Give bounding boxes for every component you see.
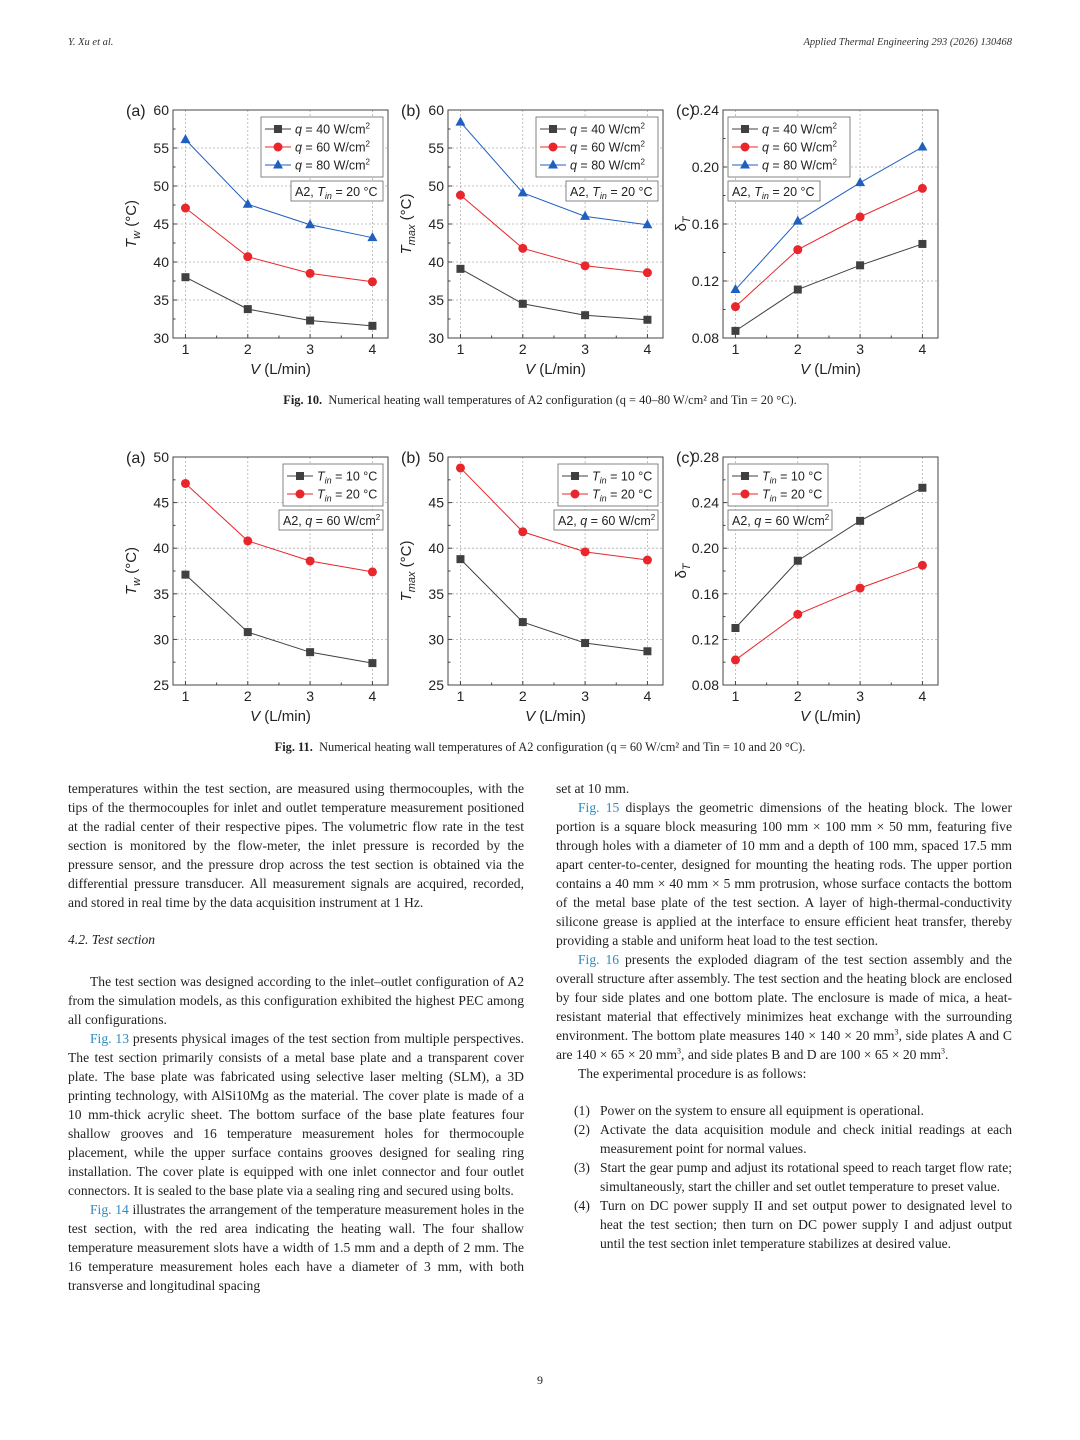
square-marker-icon xyxy=(274,125,282,133)
square-marker-icon xyxy=(741,125,749,133)
y-tick-label: 30 xyxy=(428,631,444,648)
svg-text:Tin = 10 °C: $T_{in} = 10$ °C xyxy=(317,469,378,486)
figure-11-caption xyxy=(0,740,1080,755)
line-chart-tw xyxy=(118,98,400,383)
caption-text: Numerical heating wall temperatures of A2 configuration (q = 40–80 W/cm² and Tin = 20 °C). xyxy=(328,393,797,407)
svg-text:q = 40 W/cm2: q = 40 $W/cm^2$ xyxy=(762,121,837,137)
svg-text:Tin = 20 °C: $T_{in} = 20$ °C xyxy=(592,487,653,504)
x-tick-label: 2 xyxy=(793,341,802,357)
y-tick-label: 45 xyxy=(153,216,169,232)
list-number: (4) xyxy=(574,1198,590,1213)
circle-marker-icon xyxy=(793,610,802,619)
list-text: Activate the data acquisition module and check initial readings at each measurement point for normal values. xyxy=(600,1122,1012,1156)
circle-marker-icon xyxy=(549,143,558,152)
x-tick-label: 3 xyxy=(581,688,589,704)
y-axis-label: $T_w$ (°C) xyxy=(123,199,143,249)
panel-label: (a) xyxy=(126,103,146,120)
line-chart-delta-t xyxy=(668,98,950,383)
caption-label: Fig. 11. xyxy=(274,740,313,754)
chart-fig10b xyxy=(393,98,675,383)
y-tick-label: 40 xyxy=(428,540,444,557)
data-series xyxy=(456,555,651,655)
panel-label: (b) xyxy=(401,450,421,467)
y-tick-label: 0.24 xyxy=(691,494,719,511)
triangle-marker-icon xyxy=(855,177,865,186)
x-tick-label: 2 xyxy=(518,688,527,704)
square-marker-icon xyxy=(244,628,252,636)
square-marker-icon xyxy=(643,316,651,324)
svg-text:q = 80 W/cm2: q = 80 $W/cm^2$ xyxy=(295,157,370,173)
figure-link[interactable]: Fig. 14 xyxy=(90,1202,129,1217)
y-tick-label: 35 xyxy=(428,585,444,602)
paragraph xyxy=(556,950,1012,1064)
square-marker-icon xyxy=(856,517,864,525)
y-tick-label: 35 xyxy=(428,292,444,308)
data-series xyxy=(456,265,651,324)
square-marker-icon xyxy=(741,472,749,480)
y-tick-label: 35 xyxy=(153,292,169,308)
chart-legend xyxy=(558,464,658,506)
y-tick-label: 45 xyxy=(153,494,169,511)
data-series xyxy=(181,273,376,330)
paragraph-text: displays the geometric dimensions of the heating block. The lower portion is a square block measuring 100 mm × 100 mm × 50 mm, featuring five through holes with a diameter of 10 mm and a depth of 100 mm, spaced 17.5 mm apart center-to-center, designed for mounting the heating rods. The upper portion contains a 40 mm × 40 mm × 5 mm protrusion, whose surface contacts the bottom of the metal base plate of the test section. A layer of high-thermal-conductivity silicone grease is applied at the interface to ensure efficient heat transfer, thereby providing a stable and uniform heat load to the test section. xyxy=(556,800,1012,948)
y-tick-label: 40 xyxy=(153,540,169,557)
y-axis-label: $\delta_T$ xyxy=(673,216,693,232)
y-tick-label: 50 xyxy=(428,449,444,465)
circle-marker-icon xyxy=(456,191,465,200)
procedure-list xyxy=(556,1101,1012,1253)
paragraph-text: . xyxy=(945,1047,949,1062)
running-head-left: Y. Xu et al. xyxy=(68,37,114,48)
svg-text:A2, Tin = 20 °C: A2, $T_{in} = 20$ °C xyxy=(732,185,815,201)
superscript: 3 xyxy=(677,1046,682,1056)
svg-text:q = 40 W/cm2: q = 40 $W/cm^2$ xyxy=(570,121,645,137)
square-marker-icon xyxy=(519,300,527,308)
x-axis-label: V (L/min) xyxy=(525,708,586,725)
square-marker-icon xyxy=(519,618,527,626)
svg-text:Tin = 20 °C: $T_{in} = 20$ °C xyxy=(762,487,823,504)
circle-marker-icon xyxy=(518,527,527,536)
triangle-marker-icon xyxy=(917,142,927,151)
square-marker-icon xyxy=(549,125,557,133)
list-number: (1) xyxy=(574,1103,590,1118)
y-tick-label: 40 xyxy=(153,254,169,270)
x-tick-label: 2 xyxy=(518,341,527,357)
circle-marker-icon xyxy=(243,536,252,545)
y-tick-label: 0.28 xyxy=(691,449,719,465)
svg-text:A2, q = 60 W/cm2: A2, q = 60 $W/cm^2$ xyxy=(283,513,381,528)
svg-text:A2, q = 60 W/cm2: A2, q = 60 $W/cm^2$ xyxy=(558,513,656,528)
y-tick-label: 55 xyxy=(153,140,169,156)
triangle-marker-icon xyxy=(793,216,803,225)
y-tick-label: 45 xyxy=(428,494,444,511)
x-tick-label: 3 xyxy=(306,688,314,704)
y-axis-label: $\delta_T$ xyxy=(673,563,693,579)
circle-marker-icon xyxy=(731,655,740,664)
square-marker-icon xyxy=(181,571,189,579)
x-tick-label: 3 xyxy=(306,341,314,357)
list-item xyxy=(556,1101,1012,1120)
y-tick-label: 0.20 xyxy=(691,159,719,175)
square-marker-icon xyxy=(306,317,314,325)
circle-marker-icon xyxy=(643,268,652,277)
condition-annotation xyxy=(279,510,383,530)
square-marker-icon xyxy=(731,327,739,335)
y-tick-label: 30 xyxy=(153,330,169,346)
y-tick-label: 25 xyxy=(153,677,169,693)
square-marker-icon xyxy=(181,273,189,281)
circle-marker-icon xyxy=(181,479,190,488)
y-tick-label: 40 xyxy=(428,254,444,270)
circle-marker-icon xyxy=(793,245,802,254)
square-marker-icon xyxy=(456,265,464,273)
y-tick-label: 30 xyxy=(428,330,444,346)
condition-annotation xyxy=(728,181,820,201)
svg-text:q = 60 W/cm2: q = 60 $W/cm^2$ xyxy=(570,139,645,155)
y-tick-label: 25 xyxy=(428,677,444,693)
svg-text:q = 60 W/cm2: q = 60 $W/cm^2$ xyxy=(295,139,370,155)
x-axis-label: V (L/min) xyxy=(800,361,861,378)
circle-marker-icon xyxy=(741,143,750,152)
svg-text:Tin = 10 °C: $T_{in} = 10$ °C xyxy=(762,469,823,486)
list-number: (3) xyxy=(574,1160,590,1175)
paragraph: set at 10 mm. xyxy=(556,781,630,796)
data-series xyxy=(731,240,926,335)
x-tick-label: 2 xyxy=(243,341,252,357)
y-axis-label: $T_{max}$ (°C) xyxy=(398,193,418,255)
triangle-marker-icon xyxy=(642,219,652,228)
svg-text:q = 80 W/cm2: q = 80 $W/cm^2$ xyxy=(762,157,837,173)
paragraph-text: , and side plates B and D are 100 × 65 × 20 mm xyxy=(681,1047,942,1062)
square-marker-icon xyxy=(244,305,252,313)
circle-marker-icon xyxy=(274,143,283,152)
x-tick-label: 3 xyxy=(856,688,864,704)
paragraph xyxy=(68,1029,524,1200)
square-marker-icon xyxy=(731,624,739,632)
x-tick-label: 1 xyxy=(731,341,740,357)
condition-annotation xyxy=(291,181,383,201)
x-tick-label: 4 xyxy=(368,688,377,704)
panel-label: (a) xyxy=(126,450,146,467)
data-series xyxy=(731,184,927,311)
y-tick-label: 0.16 xyxy=(691,585,719,602)
circle-marker-icon xyxy=(643,556,652,565)
line-chart-tw xyxy=(118,445,400,730)
circle-marker-icon xyxy=(918,184,927,193)
page-number: 9 xyxy=(537,1373,543,1387)
square-marker-icon xyxy=(368,322,376,330)
running-head-right: Applied Thermal Engineering 293 (2026) 130468 xyxy=(803,37,1012,48)
x-tick-label: 4 xyxy=(643,341,652,357)
svg-text:Tin = 10 °C: $T_{in} = 10$ °C xyxy=(592,469,653,486)
condition-annotation xyxy=(728,510,832,530)
chart-legend xyxy=(728,117,850,177)
list-number: (2) xyxy=(574,1122,590,1137)
chart-fig11a xyxy=(118,445,400,730)
list-item xyxy=(556,1120,1012,1158)
square-marker-icon xyxy=(918,484,926,492)
list-item xyxy=(556,1196,1012,1253)
caption-text: Numerical heating wall temperatures of A2 configuration (q = 60 W/cm² and Tin = 10 and 20 °C). xyxy=(319,740,806,754)
square-marker-icon xyxy=(456,555,464,563)
y-axis-label: $T_w$ (°C) xyxy=(123,546,143,596)
svg-text:A2, Tin = 20 °C: A2, $T_{in} = 20$ °C xyxy=(295,185,378,201)
svg-text:A2, Tin = 20 °C: A2, $T_{in} = 20$ °C xyxy=(570,185,653,201)
circle-marker-icon xyxy=(456,463,465,472)
x-tick-label: 4 xyxy=(918,688,927,704)
circle-marker-icon xyxy=(243,252,252,261)
circle-marker-icon xyxy=(518,244,527,253)
chart-legend xyxy=(536,117,658,177)
chart-fig11c xyxy=(668,445,950,730)
svg-text:q = 60 W/cm2: q = 60 $W/cm^2$ xyxy=(762,139,837,155)
square-marker-icon xyxy=(918,240,926,248)
square-marker-icon xyxy=(794,286,802,294)
circle-marker-icon xyxy=(856,212,865,221)
square-marker-icon xyxy=(643,647,651,655)
square-marker-icon xyxy=(856,261,864,269)
figure-10-caption xyxy=(0,393,1080,408)
x-axis-label: V (L/min) xyxy=(250,361,311,378)
circle-marker-icon xyxy=(368,567,377,576)
circle-marker-icon xyxy=(306,556,315,565)
square-marker-icon xyxy=(794,557,802,565)
x-tick-label: 3 xyxy=(581,341,589,357)
y-tick-label: 60 xyxy=(428,102,444,118)
y-tick-label: 55 xyxy=(428,140,444,156)
y-axis-label: $T_{max}$ (°C) xyxy=(398,540,418,602)
y-tick-label: 60 xyxy=(153,102,169,118)
condition-annotation xyxy=(566,181,658,201)
data-series xyxy=(181,571,376,667)
list-text: Power on the system to ensure all equipment is operational. xyxy=(600,1103,924,1118)
paragraph-text: , side plates A and C are 140 × 65 × 20 mm xyxy=(556,1028,1012,1062)
line-chart-tmax xyxy=(393,445,675,730)
circle-marker-icon xyxy=(581,547,590,556)
x-tick-label: 1 xyxy=(731,688,740,704)
circle-marker-icon xyxy=(296,490,305,499)
x-axis-label: V (L/min) xyxy=(800,708,861,725)
circle-marker-icon xyxy=(581,261,590,270)
circle-marker-icon xyxy=(368,277,377,286)
y-tick-label: 0.12 xyxy=(691,631,719,648)
caption-label: Fig. 10. xyxy=(283,393,323,407)
circle-marker-icon xyxy=(571,490,580,499)
panel-label: (b) xyxy=(401,103,421,120)
list-item xyxy=(556,1158,1012,1196)
x-tick-label: 1 xyxy=(456,688,465,704)
chart-legend xyxy=(283,464,383,506)
svg-text:q = 80 W/cm2: q = 80 $W/cm^2$ xyxy=(570,157,645,173)
y-tick-label: 35 xyxy=(153,585,169,602)
y-tick-label: 30 xyxy=(153,631,169,648)
y-tick-label: 0.16 xyxy=(691,216,719,232)
chart-legend xyxy=(728,464,828,506)
triangle-marker-icon xyxy=(455,117,465,126)
square-marker-icon xyxy=(571,472,579,480)
svg-text:A2, q = 60 W/cm2: A2, q = 60 $W/cm^2$ xyxy=(732,513,830,528)
x-tick-label: 4 xyxy=(643,688,652,704)
condition-annotation xyxy=(554,510,658,530)
chart-legend xyxy=(261,117,383,177)
x-tick-label: 2 xyxy=(793,688,802,704)
superscript: 3 xyxy=(894,1027,899,1037)
x-tick-label: 3 xyxy=(856,341,864,357)
panel-label: (c) xyxy=(676,450,695,467)
y-tick-label: 50 xyxy=(428,178,444,194)
data-series xyxy=(181,204,377,287)
square-marker-icon xyxy=(368,659,376,667)
square-marker-icon xyxy=(306,648,314,656)
y-tick-label: 0.08 xyxy=(691,330,719,346)
paragraph-text: presents physical images of the test section from multiple perspectives. The test section primarily consists of a metal base plate and a transparent cover plate. The base plate was fabricated using selective laser melting (SLM), a 3D printing technology, with AlSi10Mg as the material. The cover plate is made of a 10 mm-thick acrylic sheet. The bottom surface of the base plate features four shallow grooves and 16 temperature measurement holes for thermocouple placement, while the upper surface contains grooves designed for sealing ring installation. The cover plate is equipped with one inlet connector and four outlet connectors. It is sealed to the base plate via a sealing ring and secured using bolts. xyxy=(68,1031,524,1198)
figure-link[interactable]: Fig. 15 xyxy=(578,800,620,815)
y-tick-label: 50 xyxy=(153,449,169,465)
data-series xyxy=(731,561,927,665)
y-tick-label: 45 xyxy=(428,216,444,232)
paragraph-text: presents the exploded diagram of the test section assembly and the overall structure after assembly. The test section and the heating block are enclosed by four side plates and one bottom plate. The enclosure is made of mica, a heat-resistant material that effectively minimizes heat exchange with the surrounding environment. The bottom plate measures 140 × 140 × 20 mm xyxy=(556,952,1012,1043)
chart-fig11b xyxy=(393,445,675,730)
y-tick-label: 0.24 xyxy=(691,102,719,118)
x-tick-label: 1 xyxy=(181,341,190,357)
body-column-left xyxy=(68,779,524,1295)
circle-marker-icon xyxy=(731,302,740,311)
list-text: Start the gear pump and adjust its rotational speed to reach target flow rate; simultaneously, start the chiller and set outlet temperature to preset value. xyxy=(600,1160,1012,1194)
x-axis-label: V (L/min) xyxy=(525,361,586,378)
paragraph xyxy=(556,798,1012,950)
circle-marker-icon xyxy=(856,584,865,593)
x-axis-label: V (L/min) xyxy=(250,708,311,725)
paragraph-text: illustrates the arrangement of the temperature measurement holes in the test section, with the red area indicating the heating wall. The four shallow temperature measurement slots have a width of 1.5 mm and a depth of 2 mm. The 16 temperature measurement holes each have a diameter of 3 mm, with both transverse and longitudinal spacing xyxy=(68,1202,524,1293)
data-series xyxy=(456,191,652,278)
x-tick-label: 2 xyxy=(243,688,252,704)
circle-marker-icon xyxy=(181,204,190,213)
body-column-right xyxy=(556,779,1012,1253)
y-tick-label: 0.12 xyxy=(691,273,719,289)
section-heading: 4.2. Test section xyxy=(68,932,156,947)
chart-fig10c xyxy=(668,98,950,383)
circle-marker-icon xyxy=(306,269,315,278)
x-tick-label: 4 xyxy=(368,341,377,357)
y-tick-label: 0.08 xyxy=(691,677,719,693)
line-chart-delta-t xyxy=(668,445,950,730)
chart-fig10a xyxy=(118,98,400,383)
superscript: 3 xyxy=(941,1046,946,1056)
figure-link[interactable]: Fig. 13 xyxy=(90,1031,130,1046)
x-tick-label: 1 xyxy=(456,341,465,357)
paragraph: The test section was designed according to the inlet–outlet configuration of A2 from the simulation models, as this configuration exhibited the highest PEC among all configurations. xyxy=(68,974,524,1027)
panel-label: (c) xyxy=(676,103,695,120)
svg-text:Tin = 20 °C: $T_{in} = 20$ °C xyxy=(317,487,378,504)
y-tick-label: 0.20 xyxy=(691,540,719,557)
list-text: Turn on DC power supply II and set output power to designated level to heat the test section; then turn on DC power supply I and adjust output until the test section inlet temperature stabilizes at desired value. xyxy=(600,1198,1012,1251)
x-tick-label: 4 xyxy=(918,341,927,357)
line-chart-tmax xyxy=(393,98,675,383)
square-marker-icon xyxy=(296,472,304,480)
triangle-marker-icon xyxy=(180,134,190,143)
circle-marker-icon xyxy=(741,490,750,499)
figure-link[interactable]: Fig. 16 xyxy=(578,952,620,967)
circle-marker-icon xyxy=(918,561,927,570)
paragraph xyxy=(68,1200,524,1295)
square-marker-icon xyxy=(581,311,589,319)
square-marker-icon xyxy=(581,639,589,647)
y-tick-label: 50 xyxy=(153,178,169,194)
paragraph: The experimental procedure is as follows: xyxy=(578,1066,807,1081)
paragraph: temperatures within the test section, are measured using thermocouples, with the tips of the thermocouples for inlet and outlet temperature measurement positioned at the radial center of their respective pipes. The volumetric flow rate in the test section is monitored by the flow-meter, the inlet pressure is recorded by the pressure sensor, and the pressure drop across the test section is obtained via the differential pressure transducer. All measurement signals are acquired, recorded, and stored in real time by the data acquisition instrument at 1 Hz. xyxy=(68,781,524,910)
figure-10 xyxy=(118,98,963,383)
svg-text:q = 40 W/cm2: q = 40 $W/cm^2$ xyxy=(295,121,370,137)
x-tick-label: 1 xyxy=(181,688,190,704)
figure-11 xyxy=(118,445,963,730)
